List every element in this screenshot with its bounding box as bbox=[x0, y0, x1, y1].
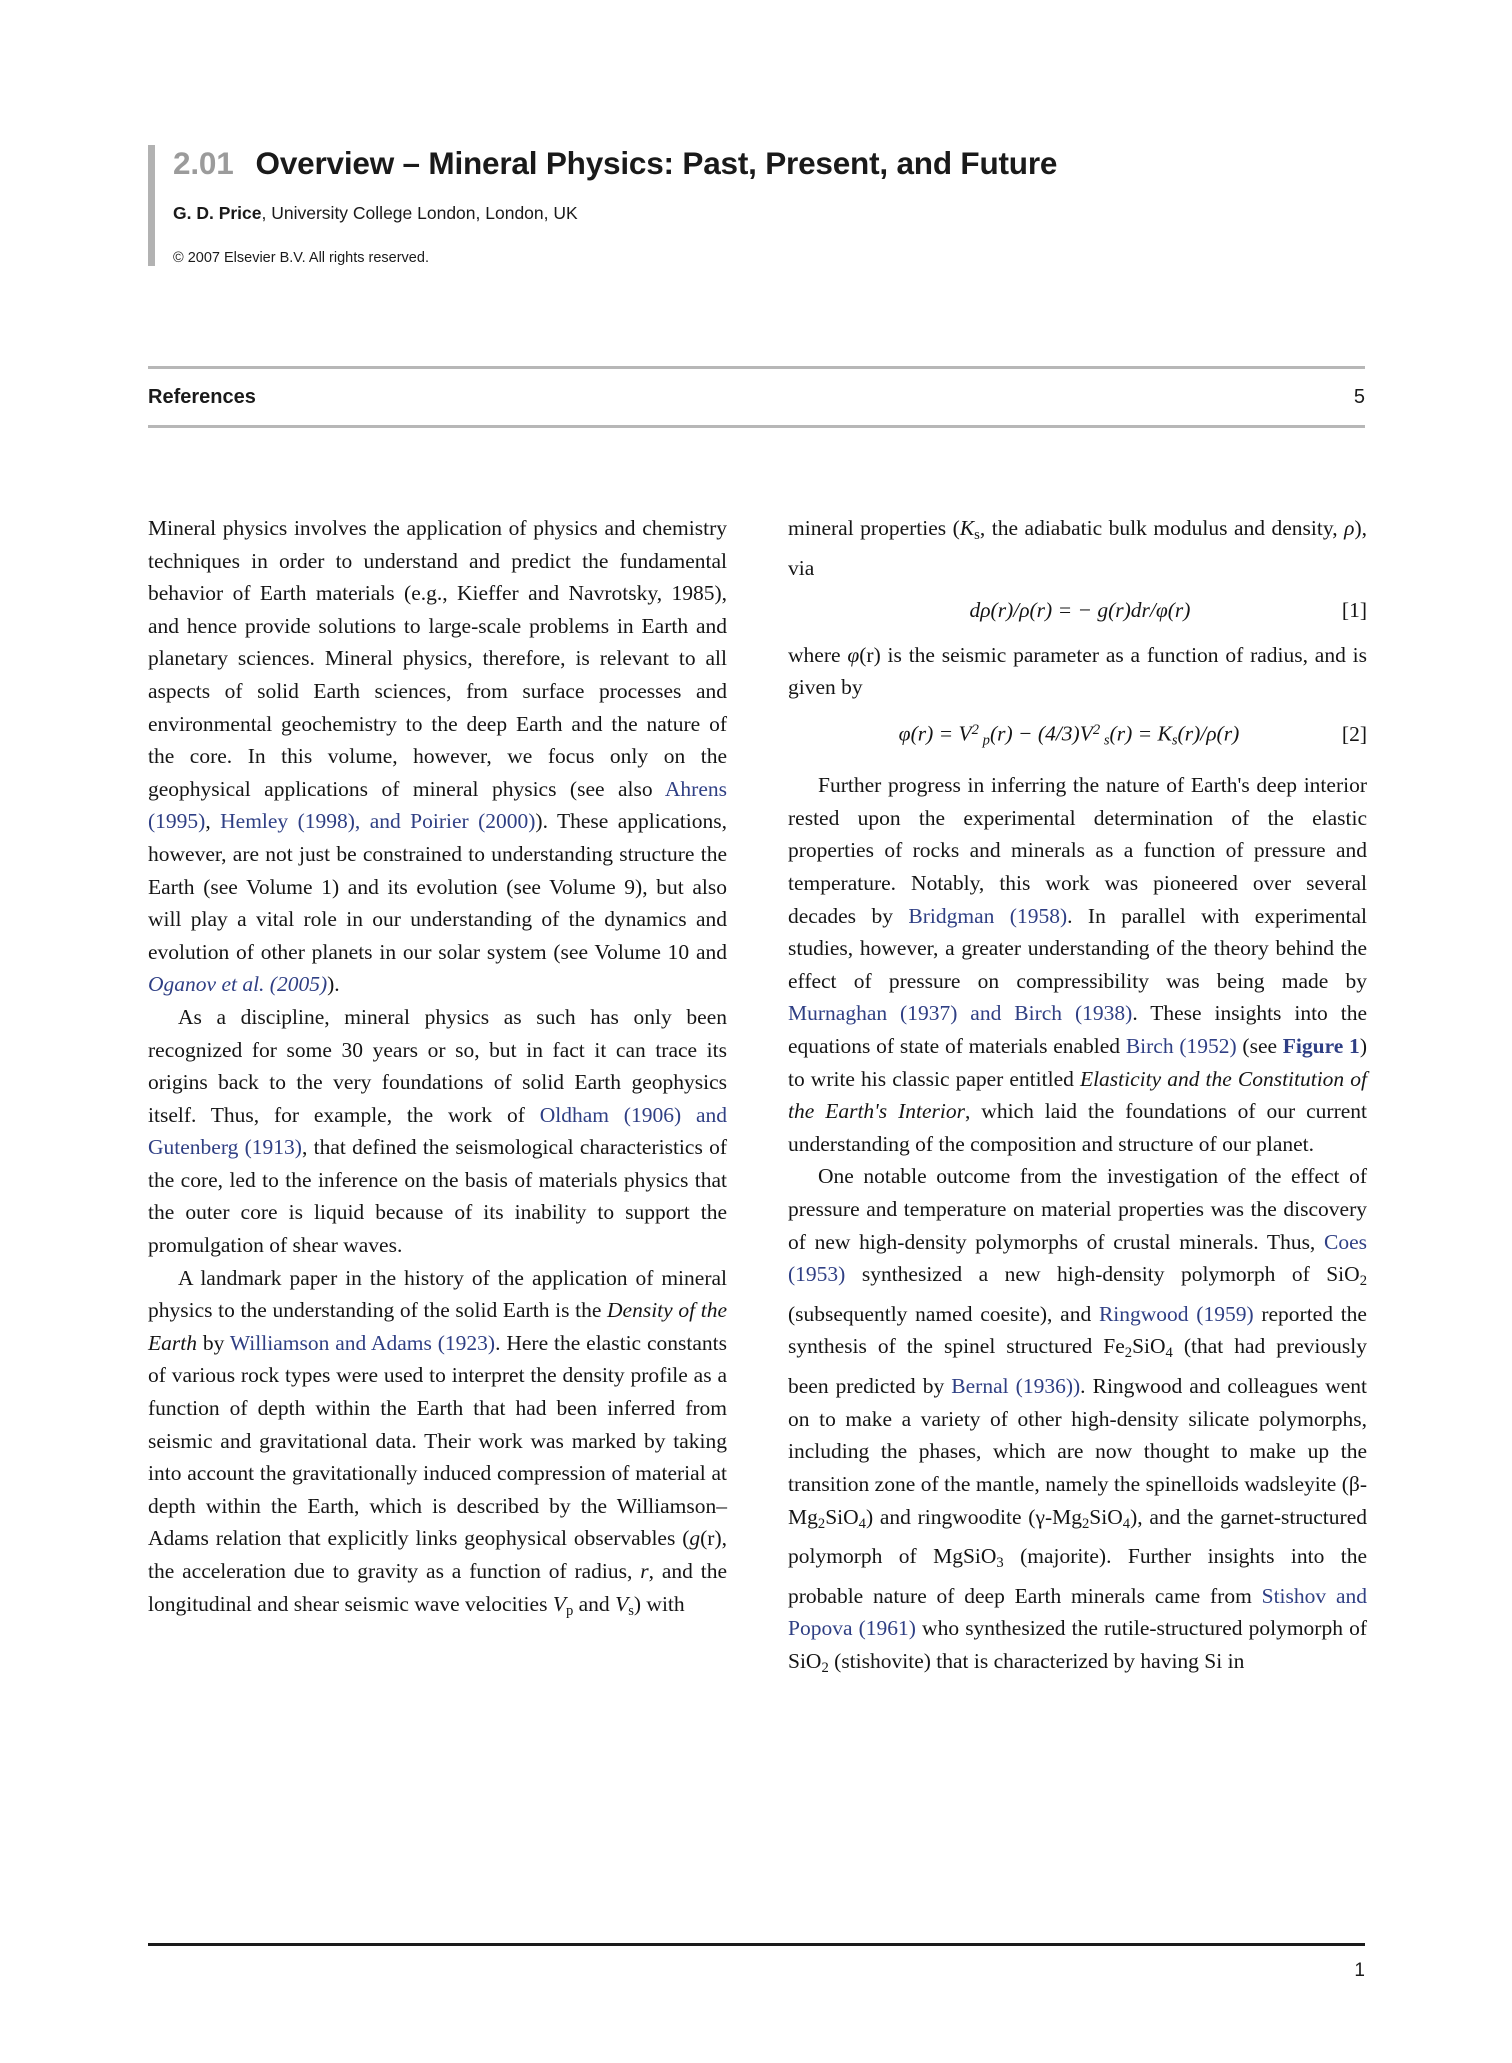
equation-1 bbox=[788, 594, 1367, 627]
text-run: (subsequently named coesite), and bbox=[788, 1301, 1099, 1326]
equation-2-expression: $\varphi(r) = V^2$ $_p(r) - (4/3)V^2$ $_s(r) = K_s(r)/\rho(r)$ bbox=[898, 721, 1240, 749]
text-run: ) and ringwoodite (γ-Mg bbox=[865, 1504, 1082, 1529]
author-name: G. D. Price bbox=[173, 203, 262, 224]
formula-subscript: 2 bbox=[1359, 1273, 1367, 1290]
text-run: (r), the acceleration due to gravity as a function of radius, bbox=[148, 1526, 727, 1583]
symbol-vp-subscript: p bbox=[565, 1602, 574, 1619]
author-byline bbox=[173, 203, 1368, 224]
page-title bbox=[173, 145, 1368, 182]
text-run: (majorite). Further insights into the probable nature of deep Earth minerals came from bbox=[788, 1544, 1367, 1608]
formula-subscript: 2 bbox=[817, 1515, 826, 1532]
text-run: , and the longitudinal and shear seismic wave velocities bbox=[148, 1559, 727, 1616]
text-run: SiO bbox=[825, 1504, 859, 1529]
paragraph bbox=[148, 1262, 727, 1628]
text-run: , that defined the seismological characteristics of the core, led to the inference on the basis of materials physics that the outer core is liquid because of its inability to support the promulgation of shear waves. bbox=[148, 1135, 727, 1258]
text-run: , which laid the foundations of our current understanding of the composition and structure of our planet. bbox=[788, 1099, 1367, 1156]
text-run: , bbox=[205, 809, 221, 834]
footer-row bbox=[148, 1946, 1365, 1982]
equation-2-number: [2] bbox=[1341, 721, 1367, 746]
paragraph bbox=[148, 512, 727, 1001]
text-run: who synthesized the rutile-structured polymorph of SiO bbox=[788, 1616, 1367, 1674]
text-run: ) to write his classic paper entitled bbox=[788, 1034, 1367, 1091]
book-title-italic: Density of the Earth bbox=[148, 1298, 727, 1355]
formula-subscript: 2 bbox=[821, 1660, 829, 1677]
paragraph bbox=[788, 1160, 1367, 1684]
column-right bbox=[788, 512, 1367, 1685]
text-run: SiO bbox=[1132, 1334, 1166, 1359]
text-run: and bbox=[573, 1591, 616, 1616]
text-run: (r) is the seismic parameter as a function of radius, and is given by bbox=[788, 642, 1367, 700]
text-run: One notable outcome from the investigation of the effect of pressure and temperature on material properties was the discovery of new high-density polymorphs of crustal minerals. Thus, bbox=[788, 1164, 1367, 1254]
citation-link-ahrens[interactable]: Ahrens (1995) bbox=[148, 776, 727, 834]
body-columns bbox=[148, 512, 1368, 1685]
symbol-g: g bbox=[689, 1526, 701, 1551]
text-run: Mineral physics involves the application of physics and chemistry techniques in order to understand and predict the fundamental behavior of Earth materials (e.g., Kieffer and Navrotsky, 1985), and hence provide solutions to large-scale problems in Earth and planetary sciences. Mineral physics, therefore, is relevant to all aspects of solid Earth sciences, from surface processes and environmental geochemistry to the deep Earth and the nature of the core. In this volume, however, we focus only on the geophysical applications of mineral physics (see also bbox=[148, 516, 727, 801]
text-run: (stishovite) that is characterized by having Si in bbox=[828, 1649, 1245, 1674]
citation-link-hemley-poirier[interactable]: Hemley (1998), and Poirier (2000) bbox=[220, 809, 536, 834]
formula-subscript: 3 bbox=[996, 1555, 1004, 1572]
text-run: Further progress in inferring the nature of Earth's deep interior rested upon the experimental determination of the elastic properties of rocks and minerals as a function of pressure and temperature. Notably, this work was pioneered over several decades by bbox=[788, 773, 1367, 928]
formula-subscript: 4 bbox=[858, 1515, 866, 1532]
citation-link-murnaghan-birch[interactable]: Murnaghan (1937) and Birch (1938) bbox=[788, 1001, 1133, 1026]
text-run: SiO bbox=[1089, 1504, 1123, 1529]
header-text-group bbox=[155, 145, 1368, 266]
text-run: (that had previously been predicted by bbox=[788, 1334, 1367, 1399]
text-run: ) with bbox=[633, 1591, 685, 1616]
symbol-ks-subscript: s bbox=[974, 527, 980, 544]
symbol-vs-subscript: s bbox=[628, 1602, 634, 1619]
citation-link-bernal[interactable]: Bernal (1936)) bbox=[951, 1374, 1081, 1399]
text-run: reported the synthesis of the spinel structured Fe bbox=[788, 1301, 1367, 1359]
text-run: (see bbox=[1236, 1034, 1283, 1059]
citation-link-stishov-popova[interactable]: Stishov and Popova (1961) bbox=[788, 1583, 1367, 1641]
formula-subscript: 2 bbox=[1081, 1515, 1090, 1532]
chapter-header bbox=[148, 145, 1368, 266]
citation-link-ringwood[interactable]: Ringwood (1959) bbox=[1098, 1301, 1254, 1326]
citation-link-coes[interactable]: Coes (1953) bbox=[788, 1229, 1367, 1287]
citation-link-birch[interactable]: Birch (1952) bbox=[1125, 1034, 1237, 1059]
citation-link-oganov[interactable]: Oganov et al. (2005) bbox=[148, 972, 328, 997]
paper-title-italic: Elasticity and the Constitution of the Earth's Interior bbox=[788, 1066, 1367, 1124]
symbol-vp: V bbox=[552, 1591, 566, 1616]
text-run: As a discipline, mineral physics as such has only been recognized for some 30 years or so, but in fact it can trace its origins back to the very foundations of solid Earth geophysics itself. Thus, for example, the work of bbox=[148, 1004, 727, 1127]
symbol-r: r bbox=[640, 1559, 649, 1583]
chapter-title: Overview – Mineral Physics: Past, Present, and Future bbox=[255, 145, 1058, 181]
running-head-row bbox=[148, 369, 1365, 425]
text-run: by bbox=[196, 1330, 230, 1355]
equation-2 bbox=[788, 714, 1367, 757]
citation-link-oldham-gutenberg[interactable]: Oldham (1906) and Gutenberg (1913) bbox=[148, 1102, 727, 1160]
formula-subscript: 2 bbox=[1124, 1345, 1133, 1362]
paragraph bbox=[788, 512, 1367, 584]
symbol-phi: φ bbox=[847, 642, 860, 667]
text-run: . Here the elastic constants of various rock types were used to interpret the density profile as a function of depth within the Earth that had been inferred from seismic and gravitational data. Their work was marked by taking into account the gravitationally induced compression of material at depth within the Earth, which is described by the Williamson–Adams relation that explicitly links geophysical observables ( bbox=[148, 1330, 727, 1551]
formula-subscript: 4 bbox=[1165, 1345, 1173, 1362]
text-run: ), via bbox=[788, 516, 1367, 580]
citation-link-bridgman[interactable]: Bridgman (1958) bbox=[908, 903, 1068, 928]
page-footer bbox=[148, 1943, 1365, 1982]
chapter-title-row bbox=[148, 145, 1368, 266]
equation-1-expression: dρ(r)/ρ(r) = − g(r)dr/φ(r) bbox=[969, 598, 1191, 623]
symbol-rho: ρ bbox=[1344, 516, 1355, 540]
running-head-rule-bottom bbox=[148, 425, 1365, 428]
formula-subscript: 4 bbox=[1122, 1515, 1131, 1532]
text-run: ). bbox=[327, 972, 340, 997]
symbol-vs: V bbox=[615, 1591, 629, 1616]
citation-link-williamson-adams[interactable]: Williamson and Adams (1923) bbox=[229, 1330, 496, 1355]
text-run: mineral properties ( bbox=[788, 516, 960, 540]
running-head-label: References bbox=[148, 386, 256, 408]
text-run: . In parallel with experimental studies, however, a greater understanding of the theory behind the effect of pressure on compressibility was being made by bbox=[788, 903, 1367, 993]
text-run: synthesized a new high-density polymorph of SiO bbox=[845, 1262, 1360, 1287]
running-head bbox=[148, 366, 1365, 428]
author-affiliation: , University College London, London, UK bbox=[261, 203, 578, 224]
column-left bbox=[148, 512, 727, 1685]
chapter-number: 2.01 bbox=[173, 145, 234, 181]
copyright-notice: © 2007 Elsevier B.V. All rights reserved. bbox=[173, 250, 429, 267]
text-run: A landmark paper in the history of the application of mineral physics to the understanding of the solid Earth is the bbox=[148, 1265, 727, 1323]
header-accent-bar bbox=[148, 145, 155, 266]
figure-reference-link[interactable]: Figure 1 bbox=[1282, 1034, 1360, 1059]
symbol-ks: K bbox=[959, 516, 975, 540]
paragraph bbox=[788, 769, 1367, 1160]
running-head-page-number: 5 bbox=[1353, 386, 1365, 408]
equation-1-number: [1] bbox=[1341, 598, 1367, 623]
text-run: . These insights into the equations of state of materials enabled bbox=[788, 1001, 1367, 1059]
footer-page-number: 1 bbox=[1354, 1960, 1365, 1981]
text-run: . Ringwood and colleagues went on to make a variety of other high-density silicate polymorphs, including the phases, which are now thought to make up the transition zone of the mantle, namely the spinelloids wadsleyite (β-Mg bbox=[788, 1374, 1367, 1529]
text-run: , the adiabatic bulk modulus and density, bbox=[979, 516, 1345, 540]
paragraph bbox=[788, 639, 1367, 704]
text-run: where bbox=[788, 642, 848, 667]
text-run: ), and the garnet-structured polymorph of MgSiO bbox=[788, 1504, 1367, 1569]
text-run: ). These applications, however, are not just be constrained to understanding structure the Earth (see Volume 1) and its evolution (see Volume 9), but also will play a vital role in our understanding of the dynamics and evolution of other planets in our solar system (see Volume 10 and bbox=[148, 809, 727, 964]
paragraph bbox=[148, 1001, 727, 1262]
